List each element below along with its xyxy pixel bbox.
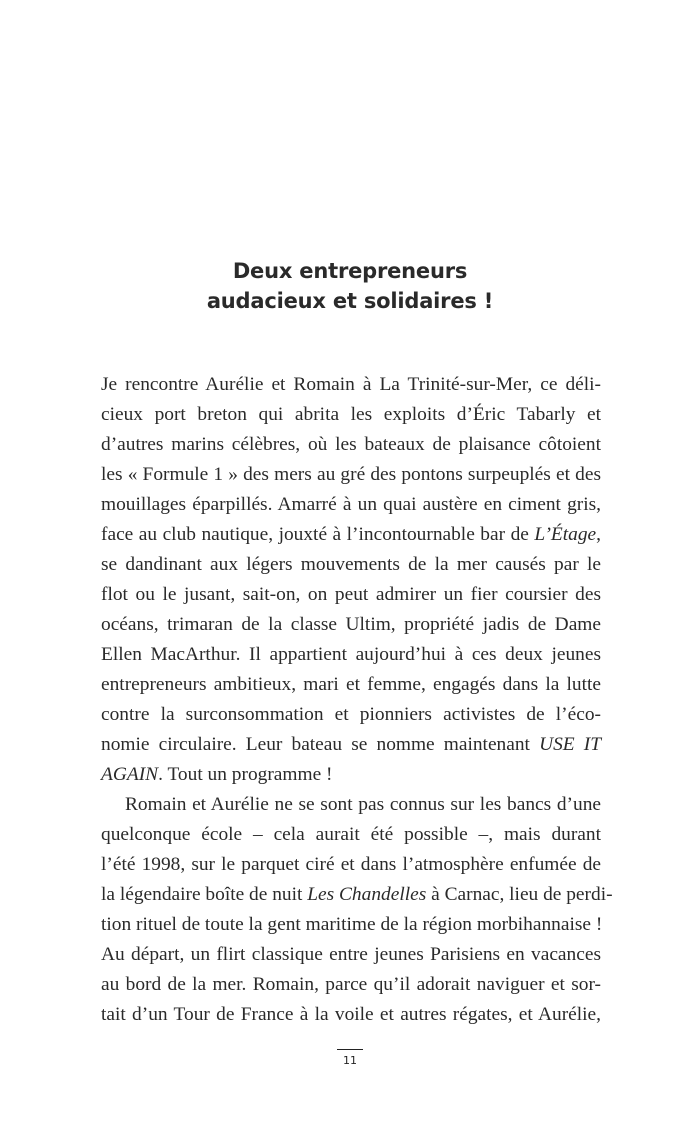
chapter-title	[0, 256, 700, 316]
text-line: AGAIN. Tout un programme !	[101, 764, 333, 785]
text-line: quelconque école – cela aurait été possible –, mais durant	[101, 824, 601, 845]
paragraph-1	[101, 370, 601, 790]
text-line: océans, trimaran de la classe Ultim, propriété jadis de Dame	[101, 614, 601, 635]
text-line: entrepreneurs ambitieux, mari et femme, engagés dans la lutte	[101, 674, 601, 695]
text-line: Je rencontre Aurélie et Romain à La Trinité-sur-Mer, ce déli-	[101, 374, 601, 395]
text-line: nomie circulaire. Leur bateau se nomme maintenant USE IT	[101, 734, 601, 755]
text-line: flot ou le jusant, sait-on, on peut admirer un fier coursier des	[101, 584, 601, 605]
folio-rule	[337, 1049, 363, 1050]
text-line: contre la surconsommation et pionniers activistes de l’éco-	[101, 704, 601, 725]
text-line: la légendaire boîte de nuit Les Chandelles à Carnac, lieu de perdi-	[101, 884, 613, 905]
text-line: au bord de la mer. Romain, parce qu’il adorait naviguer et sor-	[101, 974, 601, 995]
text-line: l’été 1998, sur le parquet ciré et dans l’atmosphère enfumée de	[101, 854, 601, 875]
paragraph-2	[101, 790, 613, 1030]
text-line: les « Formule 1 » des mers au gré des pontons surpeuplés et des	[101, 464, 601, 485]
text-line: d’autres marins célèbres, où les bateaux de plaisance côtoient	[101, 434, 601, 455]
italic-title: Les Chandelles	[307, 884, 427, 905]
chapter-title-line-2: audacieux et solidaires !	[206, 289, 494, 313]
text-line: face au club nautique, jouxté à l’incontournable bar de L’Étage,	[101, 524, 601, 545]
chapter-title-line-1: Deux entrepreneurs	[232, 259, 468, 283]
text-line: tait d’un Tour de France à la voile et autres régates, et Aurélie,	[101, 1004, 601, 1025]
text-line: cieux port breton qui abrita les exploits d’Éric Tabarly et	[101, 404, 601, 425]
text-line: tion rituel de toute la gent maritime de la région morbihannaise !	[101, 914, 603, 935]
italic-title: L’Étage	[534, 524, 597, 545]
page-number: 11	[343, 1054, 357, 1067]
text-line: se dandinant aux légers mouvements de la mer causés par le	[101, 554, 601, 575]
text-line: mouillages éparpillés. Amarré à un quai austère en ciment gris,	[101, 494, 601, 515]
text-line: Romain et Aurélie ne se sont pas connus sur les bancs d’une	[125, 794, 601, 815]
italic-title: AGAIN	[101, 764, 159, 785]
body-text	[101, 370, 613, 1030]
italic-title: USE IT	[539, 734, 601, 755]
text-line: Ellen MacArthur. Il appartient aujourd’hui à ces deux jeunes	[101, 644, 601, 665]
text-line: Au départ, un flirt classique entre jeunes Parisiens en vacances	[101, 944, 601, 965]
